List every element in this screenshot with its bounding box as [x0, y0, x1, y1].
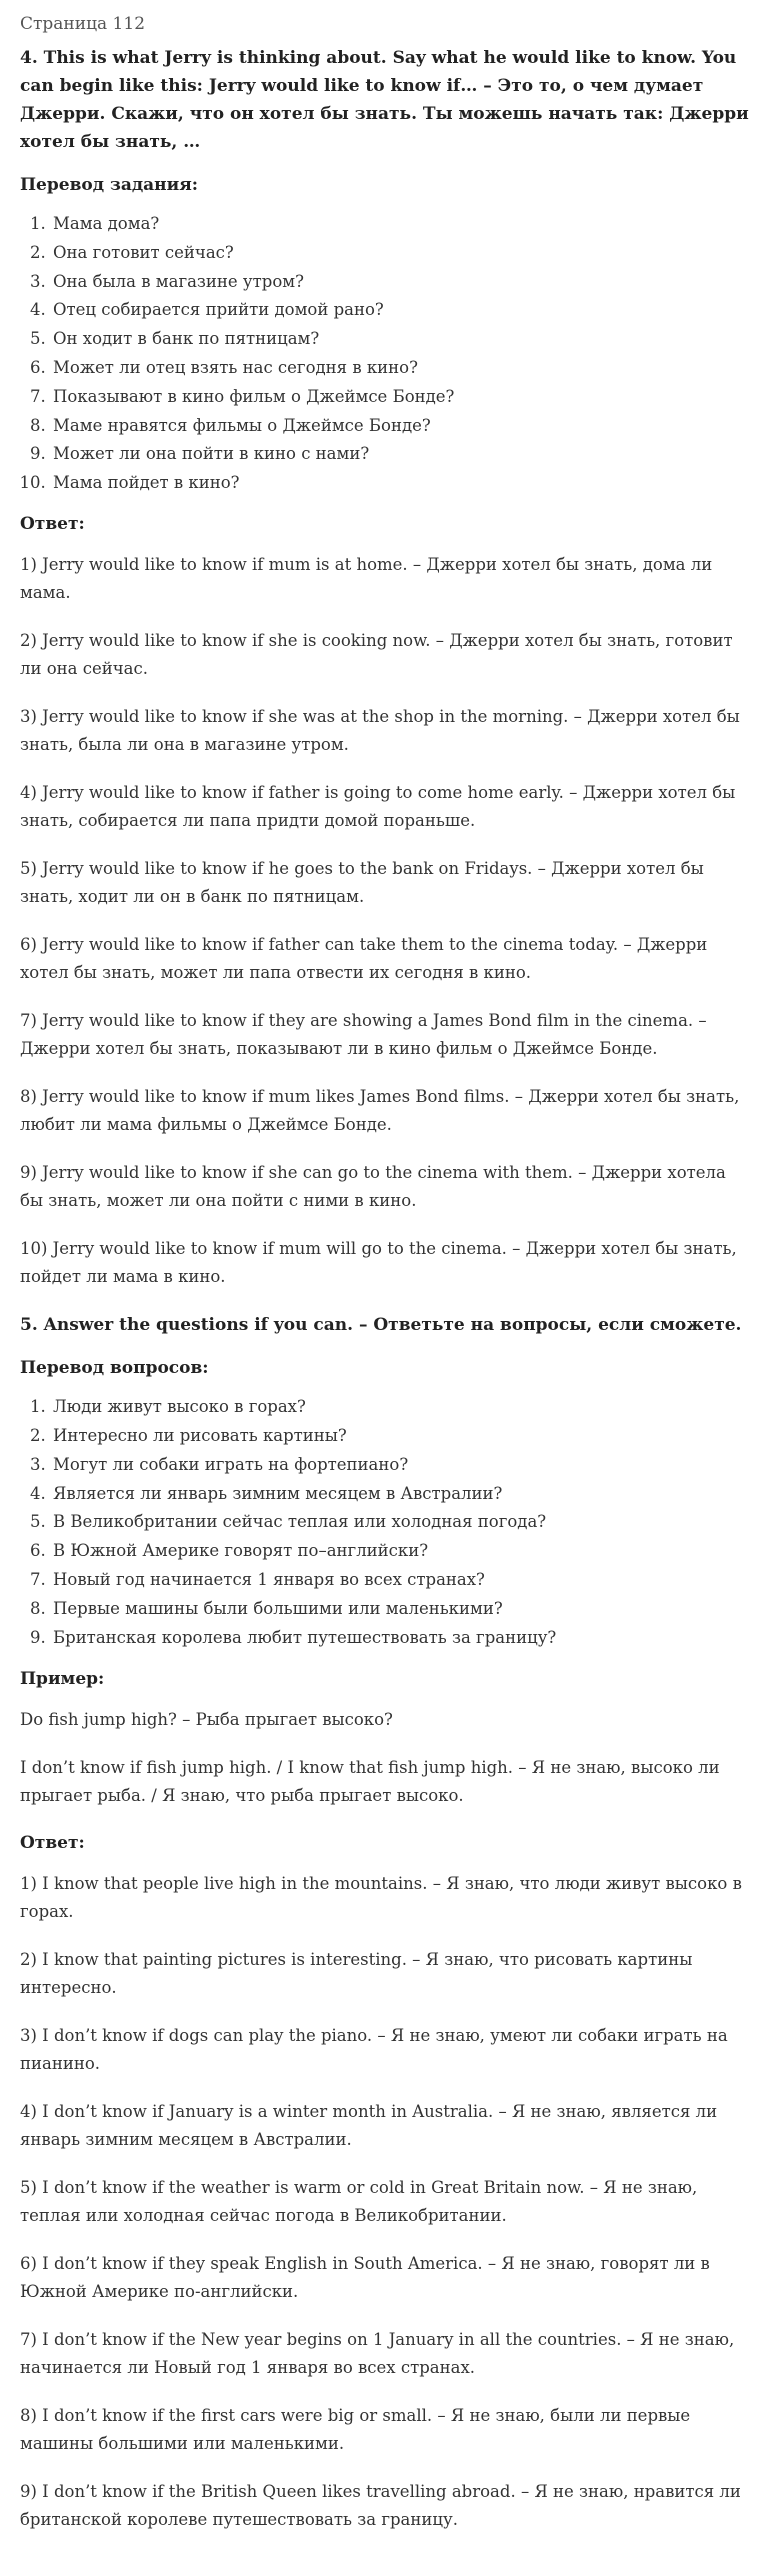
list-item: 7. Новый год начинается 1 января во всех странах? [51, 1568, 752, 1592]
answer-item: 5) Jerry would like to know if he goes to the bank on Fridays. – Джерри хотел бы знать, ходит ли он в банк по пятницам. [20, 859, 704, 907]
answer-item: 6) I don’t know if they speak English in South America. – Я не знаю, говорят ли в Южной Америке по-английски. [20, 2253, 710, 2301]
list-item: 7. Показывают в кино фильм о Джеймсе Бонде? [51, 385, 752, 409]
answer-item: 3) I don’t know if dogs can play the piano. – Я не знаю, умеют ли собаки играть на пианино. [20, 2025, 728, 2073]
list-item: 6. Может ли отец взять нас сегодня в кино? [51, 356, 752, 380]
list-item: 8. Первые машины были большими или маленькими? [51, 1597, 752, 1621]
task5-heading: 5. Answer the questions if you can. – Ответьте на вопросы, если сможете. [20, 1315, 742, 1336]
answer-item: 7) I don’t know if the New year begins on 1 January in all the countries. – Я не знаю, начинается ли Новый год 1 января во всех странах. [20, 2329, 735, 2377]
answer-item: 1) Jerry would like to know if mum is at home. – Джерри хотел бы знать, дома ли мама. [20, 555, 713, 603]
answer-item: 3) Jerry would like to know if she was at the shop in the morning. – Джерри хотел бы знать, была ли она в магазине утром. [20, 707, 740, 755]
task4-translation-title: Перевод задания: [20, 175, 199, 195]
answer-item: 9) I don’t know if the British Queen likes travelling abroad. – Я не знаю, нравится ли британской королеве путешествовать за границу. [20, 2481, 741, 2529]
list-item: 2. Она готовит сейчас? [51, 241, 752, 265]
answer-item: 10) Jerry would like to know if mum will go to the cinema. – Джерри хотел бы знать, пойдет ли мама в кино. [20, 1239, 737, 1287]
list-item: 1. Мама дома? [51, 212, 752, 236]
task4-heading: 4. This is what Jerry is thinking about. Say what he would like to know. You can begin like this: Jerry would like to know if… – Это то, о чем думает Джерри. Скажи, что он хотел бы знать. Ты можешь начать так: Джерри хотел бы знать, … [20, 48, 749, 152]
list-item: 5. Он ходит в банк по пятницам? [51, 327, 752, 351]
task5-answer-title: Ответ: [20, 1832, 85, 1853]
task4-answer-title: Ответ: [20, 514, 85, 535]
list-item: 4. Отец собирается прийти домой рано? [51, 298, 752, 322]
list-item: 5. В Великобритании сейчас теплая или холодная погода? [51, 1510, 752, 1534]
task5-example-title: Пример: [20, 1668, 105, 1689]
list-item: 9. Может ли она пойти в кино с нами? [51, 442, 752, 466]
answer-item: 8) Jerry would like to know if mum likes James Bond films. – Джерри хотел бы знать, любит ли мама фильмы о Джеймсе Бонде. [20, 1087, 740, 1135]
example-line: Do fish jump high? – Рыба прыгает высоко? [20, 1709, 393, 1729]
page-number-label: Страница 112 [20, 14, 146, 34]
list-item: 9. Британская королева любит путешествовать за границу? [51, 1626, 752, 1650]
task5-translation-title: Перевод вопросов: [20, 1358, 209, 1379]
list-item: 4. Является ли январь зимним месяцем в Австралии? [51, 1482, 752, 1506]
answer-item: 2) I know that painting pictures is interesting. – Я знаю, что рисовать картины интересно. [20, 1949, 693, 1997]
answer-item: 5) I don’t know if the weather is warm or cold in Great Britain now. – Я не знаю, теплая или холодная сейчас погода в Великобритании. [20, 2177, 698, 2225]
list-item: 1. Люди живут высоко в горах? [51, 1395, 752, 1419]
answer-item: 8) I don’t know if the first cars were big or small. – Я не знаю, были ли первые машины большими или маленькими. [20, 2405, 691, 2453]
answer-item: 9) Jerry would like to know if she can go to the cinema with them. – Джерри хотела бы знать, может ли она пойти с ними в кино. [20, 1163, 726, 1211]
answer-item: 2) Jerry would like to know if she is cooking now. – Джерри хотел бы знать, готовит ли она сейчас. [20, 631, 733, 679]
answer-item: 1) I know that people live high in the mountains. – Я знаю, что люди живут высоко в горах. [20, 1873, 742, 1921]
task5-translation-list [20, 1395, 752, 1649]
answer-item: 7) Jerry would like to know if they are showing a James Bond film in the cinema. – Джерри хотел бы знать, показывают ли в кино фильм о Джеймсе Бонде. [20, 1011, 707, 1059]
list-item: 3. Могут ли собаки играть на фортепиано? [51, 1453, 752, 1477]
example-line: I don’t know if fish jump high. / I know that fish jump high. – Я не знаю, высоко ли прыгает рыба. / Я знаю, что рыба прыгает высоко. [20, 1757, 720, 1805]
answer-item: 4) Jerry would like to know if father is going to come home early. – Джерри хотел бы знать, собирается ли папа придти домой пораньше. [20, 783, 736, 831]
answer-item: 6) Jerry would like to know if father can take them to the cinema today. – Джерри хотел бы знать, может ли папа отвести их сегодня в кино. [20, 935, 708, 983]
list-item: 3. Она была в магазине утром? [51, 270, 752, 294]
task4-translation-list [20, 212, 752, 495]
list-item: 8. Маме нравятся фильмы о Джеймсе Бонде? [51, 414, 752, 438]
list-item: 10. Мама пойдет в кино? [51, 471, 752, 495]
list-item: 2. Интересно ли рисовать картины? [51, 1424, 752, 1448]
answer-item: 4) I don’t know if January is a winter month in Australia. – Я не знаю, является ли январь зимним месяцем в Австралии. [20, 2101, 718, 2149]
list-item: 6. В Южной Америке говорят по–английски? [51, 1539, 752, 1563]
